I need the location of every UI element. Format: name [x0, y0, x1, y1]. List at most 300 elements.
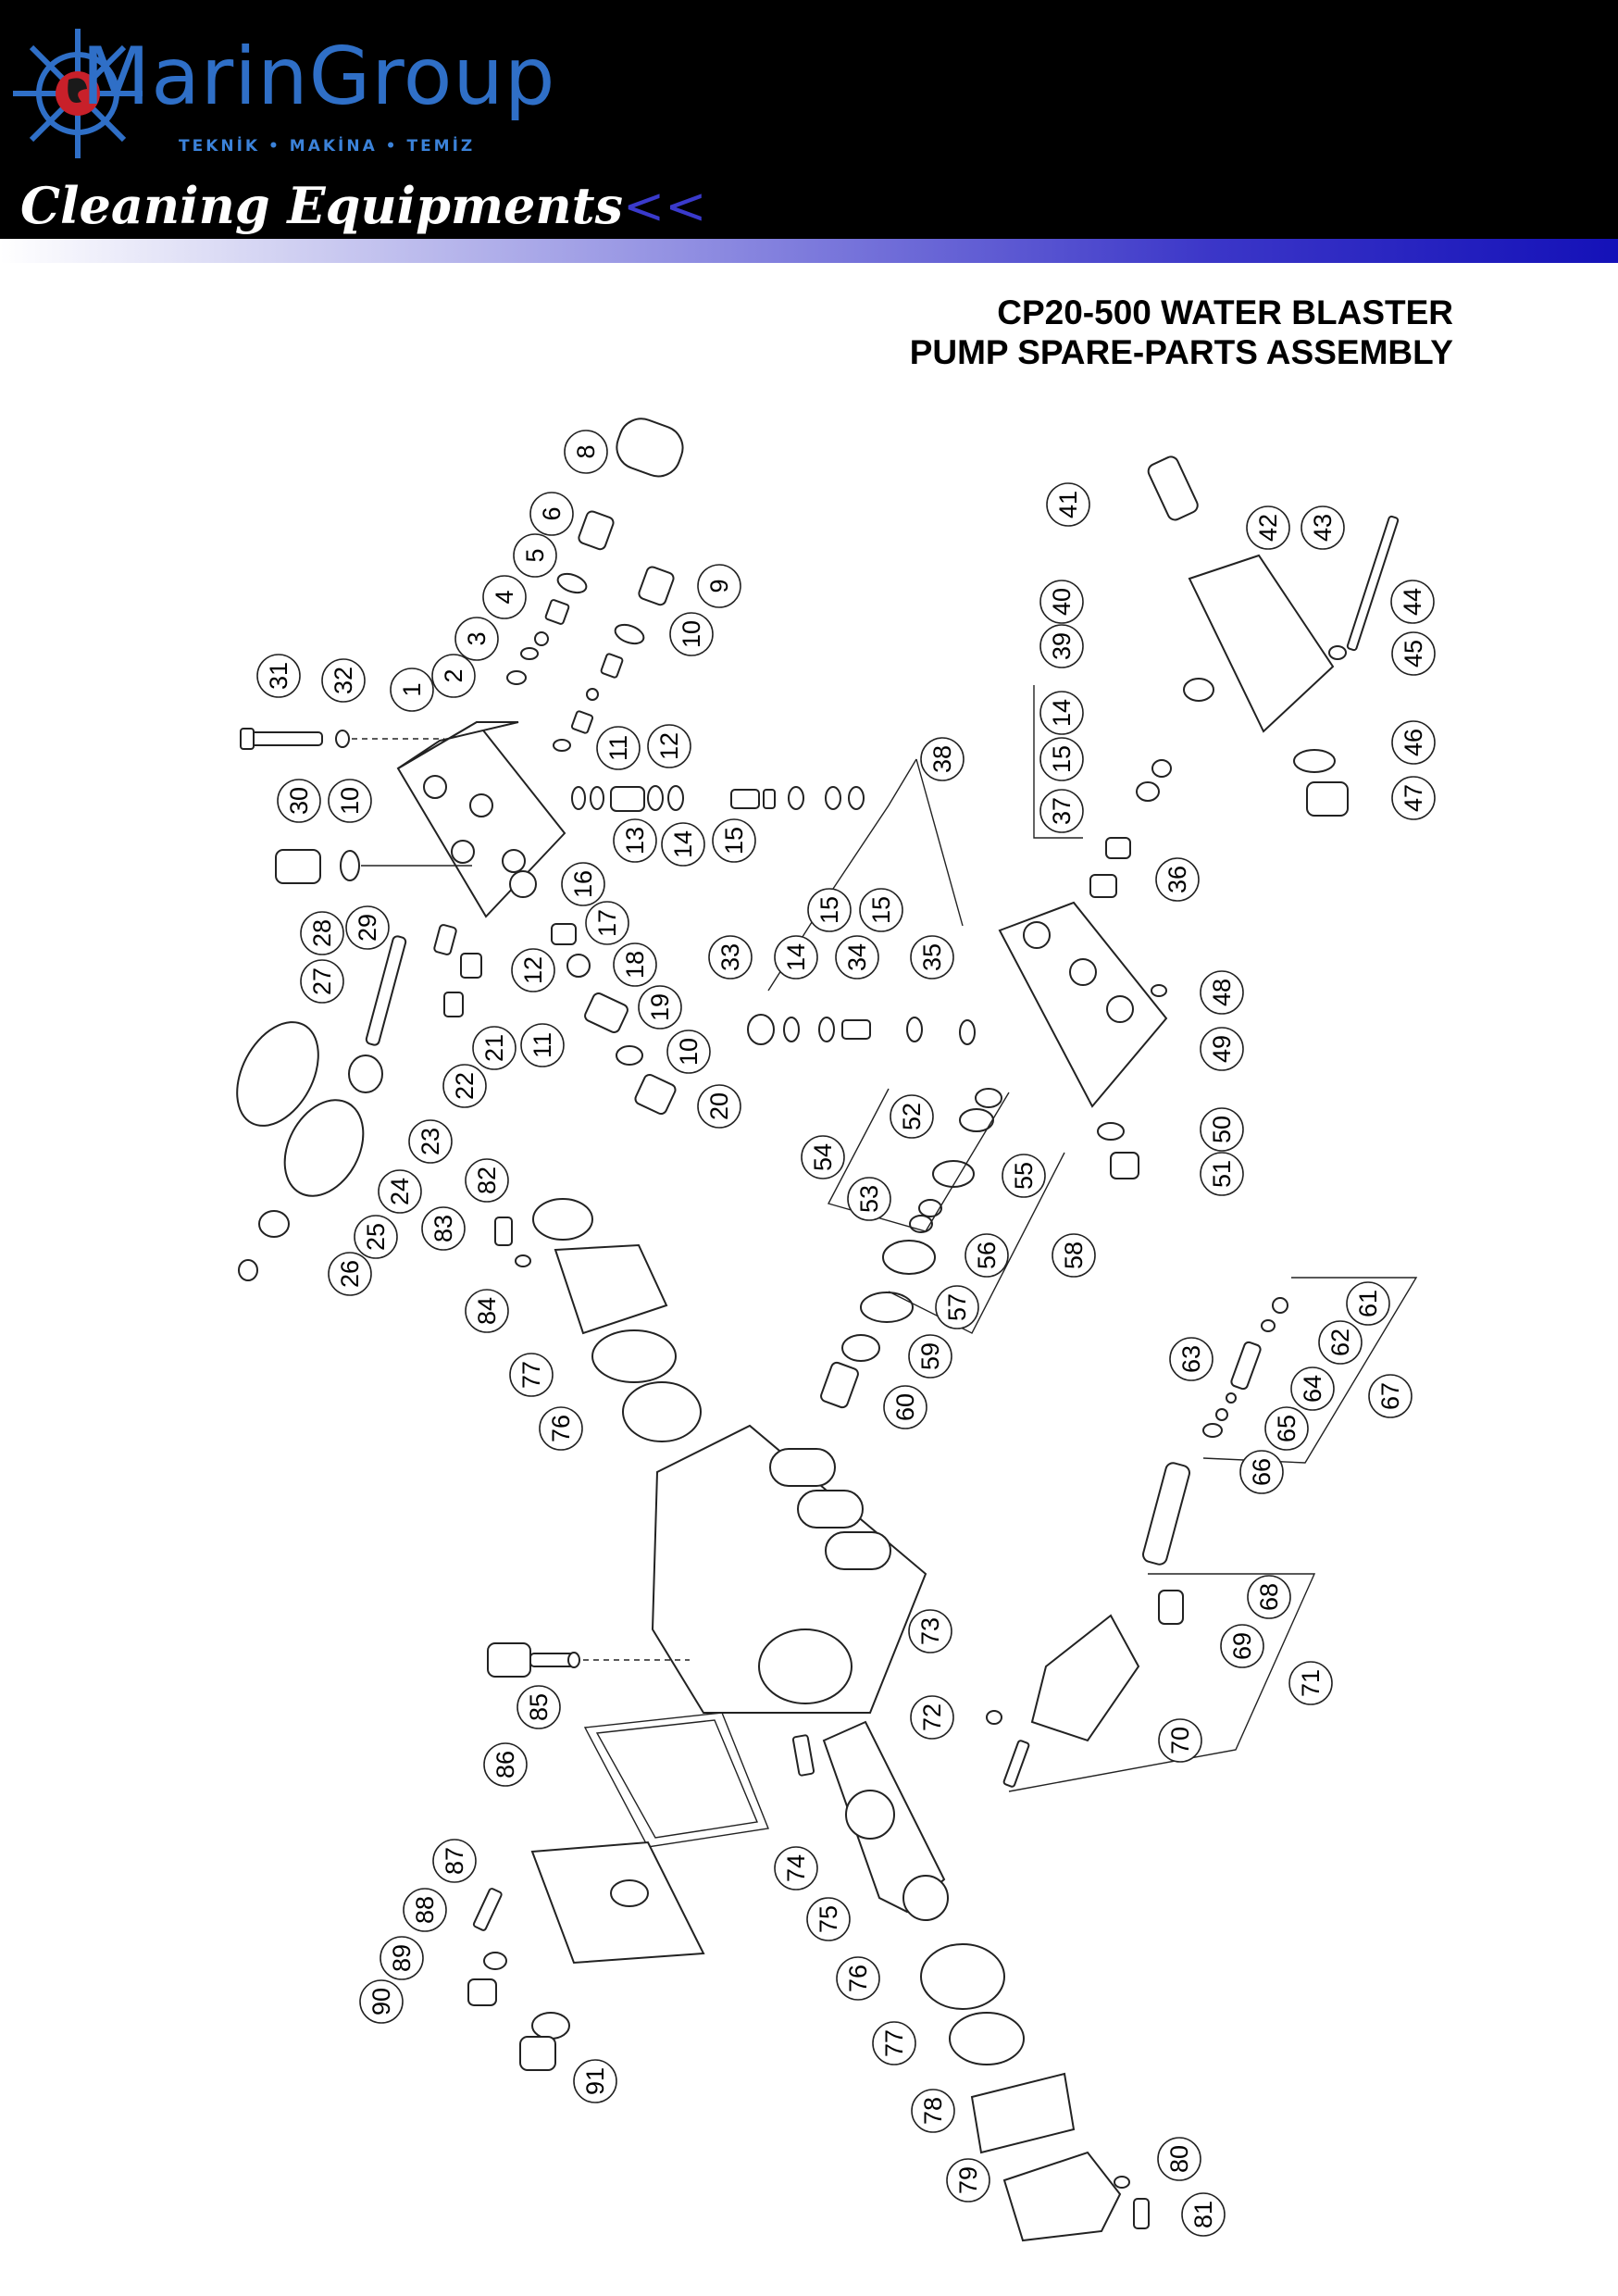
- bearing-cover-part-79: [1004, 2152, 1120, 2240]
- ball-part: [587, 689, 598, 700]
- callout-number: 33: [716, 942, 744, 972]
- plug-part-90: [468, 1979, 496, 2005]
- callout-86: [484, 1743, 527, 1786]
- callout-69: [1221, 1625, 1263, 1667]
- callout-number: 68: [1255, 1582, 1283, 1612]
- callout-43: [1301, 506, 1344, 549]
- callout-number: 45: [1400, 639, 1427, 668]
- callout-15: [713, 819, 755, 862]
- callout-number: 2: [440, 668, 467, 683]
- callout-25: [355, 1216, 397, 1258]
- plug-part-6: [578, 510, 616, 551]
- callout-12: [512, 949, 554, 992]
- callout-89: [380, 1937, 423, 1979]
- part-61: [1273, 1298, 1288, 1313]
- callout-23: [409, 1120, 452, 1163]
- bearing-bore: [759, 1629, 852, 1703]
- callout-59: [909, 1335, 952, 1378]
- bolt-part-88: [473, 1888, 503, 1931]
- bearing-part-76: [623, 1382, 701, 1441]
- ring-part: [648, 786, 663, 810]
- seal-part-57: [861, 1292, 913, 1322]
- washer-part-25: [259, 1211, 289, 1237]
- callout-number: 24: [386, 1177, 414, 1206]
- ring-part: [1152, 760, 1171, 777]
- bolt-part-71: [1003, 1740, 1029, 1787]
- callout-70: [1159, 1719, 1201, 1762]
- callout-52: [890, 1095, 933, 1138]
- block-port: [1070, 959, 1096, 985]
- head-port: [470, 794, 492, 817]
- chevrons-icon: <<: [622, 177, 707, 235]
- callout-42: [1247, 506, 1289, 549]
- callout-6: [530, 493, 573, 535]
- callout-number: 31: [265, 661, 292, 691]
- callout-number: 76: [844, 1964, 872, 1993]
- callout-73: [909, 1610, 952, 1653]
- callout-65: [1265, 1407, 1308, 1450]
- callout-number: 75: [815, 1904, 842, 1934]
- callout-82: [466, 1159, 508, 1202]
- callout-16: [562, 863, 604, 905]
- callout-number: 38: [928, 744, 956, 774]
- callout-2: [432, 655, 475, 697]
- block-port: [1107, 996, 1133, 1022]
- ring-part: [572, 787, 585, 809]
- callout-number: 23: [417, 1127, 444, 1156]
- callout-number: 25: [362, 1222, 390, 1252]
- spring-part: [571, 711, 593, 734]
- seal-part-55: [933, 1161, 974, 1187]
- conrod-part-68: [1141, 1462, 1191, 1566]
- pin-part-63: [1230, 1341, 1262, 1390]
- head-port: [452, 841, 474, 863]
- callout-14: [775, 936, 817, 979]
- callout-26: [329, 1253, 371, 1295]
- callout-number: 40: [1048, 587, 1076, 617]
- callout-number: 74: [782, 1853, 810, 1883]
- nut-part-72: [987, 1711, 1002, 1724]
- callout-number: 21: [480, 1033, 508, 1063]
- callout-64: [1291, 1367, 1334, 1410]
- callout-number: 80: [1165, 2144, 1193, 2174]
- washer-part-80: [1114, 2177, 1129, 2188]
- callout-90: [360, 1980, 403, 2023]
- oring-part-77: [592, 1330, 676, 1382]
- callout-27: [301, 960, 343, 1003]
- callout-88: [404, 1889, 446, 1931]
- callout-76: [837, 1957, 879, 2000]
- callout-44: [1391, 580, 1434, 623]
- spring-part: [601, 654, 623, 679]
- callout-14: [662, 823, 704, 866]
- ring-part: [826, 787, 840, 809]
- callout-11: [597, 727, 640, 769]
- callout-number: 19: [646, 992, 674, 1022]
- callout-77: [873, 2022, 915, 2065]
- callout-76: [540, 1407, 582, 1450]
- part-65: [1216, 1409, 1227, 1420]
- ring-part-15: [819, 1017, 834, 1042]
- crankshaft-end: [903, 1876, 948, 1920]
- plunger-part-28: [366, 935, 407, 1046]
- callout-number: 52: [898, 1102, 926, 1131]
- fitting-part-19: [583, 992, 629, 1034]
- valve-part-36: [1090, 875, 1116, 897]
- callout-10: [667, 1030, 710, 1073]
- callout-number: 42: [1254, 513, 1282, 543]
- ring-part: [789, 787, 803, 809]
- fitting-part-30: [276, 850, 320, 883]
- ring-part-10c: [616, 1046, 642, 1065]
- callout-number: 82: [473, 1166, 501, 1195]
- bearing-part-76b: [921, 1944, 1004, 2009]
- sleeve-part-60: [819, 1361, 859, 1409]
- ring-part: [591, 787, 604, 809]
- callout-number: 32: [330, 666, 357, 695]
- ring-part-5: [555, 570, 589, 596]
- valve-cage-38: [764, 790, 775, 808]
- fitting-part-20: [634, 1073, 678, 1116]
- callout-61: [1347, 1282, 1389, 1325]
- ring-part-46: [1294, 750, 1335, 772]
- brand-name-part2: Group: [308, 31, 556, 123]
- retainer-part-23: [349, 1055, 382, 1092]
- callout-12: [648, 725, 691, 767]
- callout-number: 89: [388, 1943, 416, 1973]
- callout-15: [808, 889, 851, 931]
- callout-20: [698, 1085, 741, 1128]
- callout-number: 4: [491, 590, 518, 605]
- callout-number: 17: [593, 908, 621, 938]
- callout-56: [965, 1234, 1008, 1277]
- part-64: [1226, 1393, 1236, 1403]
- callout-19: [639, 986, 681, 1029]
- callout-49: [1201, 1028, 1243, 1070]
- callout-number: 16: [569, 869, 597, 899]
- callout-number: 27: [308, 967, 336, 996]
- callout-number: 48: [1208, 978, 1236, 1007]
- callout-number: 14: [669, 830, 697, 859]
- callout-40: [1040, 580, 1083, 623]
- bolt-part-83: [495, 1217, 512, 1245]
- callout-36: [1156, 858, 1199, 901]
- callout-10: [329, 780, 371, 822]
- callout-63: [1170, 1338, 1213, 1380]
- callout-number: 12: [519, 955, 547, 985]
- washer-part-32: [336, 730, 349, 747]
- callout-number: 1: [398, 682, 426, 697]
- crankshaft-throw: [846, 1791, 894, 1839]
- callout-number: 65: [1273, 1414, 1301, 1443]
- ring-part-18: [567, 955, 590, 977]
- callout-50: [1201, 1108, 1243, 1151]
- callout-14: [1040, 692, 1083, 734]
- brand-name-part1: Marin: [81, 31, 309, 123]
- callout-21: [473, 1027, 516, 1069]
- callout-number: 85: [525, 1692, 553, 1722]
- sight-glass-part-85: [488, 1643, 530, 1677]
- callout-number: 83: [429, 1214, 457, 1243]
- callout-number: 76: [547, 1414, 575, 1443]
- callout-54: [802, 1136, 844, 1179]
- callout-number: 67: [1376, 1381, 1404, 1411]
- gasket-part-78: [972, 2074, 1074, 2152]
- callout-number: 47: [1400, 783, 1427, 813]
- callout-number: 34: [843, 942, 871, 972]
- callout-55: [1002, 1154, 1045, 1197]
- plunger-tip-29: [433, 924, 456, 955]
- callout-number: 77: [517, 1360, 545, 1390]
- callout-number: 46: [1400, 728, 1427, 757]
- callout-39: [1040, 625, 1083, 668]
- callout-number: 29: [354, 913, 381, 942]
- ball-part-3: [535, 632, 548, 645]
- section-title-text: Cleaning Equipments: [20, 176, 623, 235]
- callout-number: 6: [538, 506, 566, 521]
- callout-number: 10: [675, 1037, 703, 1067]
- seal-part-56: [883, 1241, 935, 1274]
- callout-number: 37: [1048, 796, 1076, 826]
- callout-number: 50: [1208, 1115, 1236, 1144]
- callout-number: 22: [451, 1071, 479, 1101]
- callout-38: [921, 738, 964, 780]
- callout-number: 78: [919, 2096, 947, 2126]
- callout-number: 62: [1326, 1328, 1354, 1357]
- seal-part-53: [919, 1200, 941, 1217]
- callout-66: [1240, 1451, 1283, 1493]
- callout-67: [1369, 1375, 1412, 1417]
- callout-62: [1319, 1321, 1362, 1364]
- callout-number: 57: [943, 1292, 971, 1322]
- ring-part-39: [1184, 679, 1214, 701]
- ring-part-14: [784, 1017, 799, 1042]
- valve-part-37: [1106, 838, 1130, 858]
- seal-part-52: [976, 1089, 1002, 1107]
- brand-tagline: TEKNİK • MAKİNA • TEMİZ: [179, 137, 476, 156]
- callout-13: [614, 819, 656, 862]
- callout-37: [1040, 790, 1083, 832]
- head-port: [424, 776, 446, 798]
- manifold-part-40: [1189, 555, 1333, 731]
- callout-number: 71: [1297, 1668, 1325, 1698]
- callout-4: [483, 576, 526, 618]
- callout-number: 77: [880, 2028, 908, 2058]
- callout-number: 56: [973, 1241, 1001, 1270]
- seat-part-2: [521, 648, 538, 659]
- callout-47: [1392, 777, 1435, 819]
- callout-18: [614, 943, 656, 986]
- callout-78: [912, 2090, 954, 2132]
- nut-part-26: [239, 1260, 257, 1280]
- callout-number: 30: [285, 786, 313, 816]
- callout-77: [510, 1354, 553, 1396]
- callout-91: [574, 2060, 616, 2103]
- bracket-38b: [916, 759, 963, 926]
- callout-24: [379, 1170, 421, 1213]
- callout-number: 28: [308, 918, 336, 948]
- callout-28: [301, 912, 343, 955]
- callout-15: [1040, 738, 1083, 780]
- washer-part-89: [484, 1953, 506, 1969]
- callout-number: 8: [572, 444, 600, 459]
- oring-part-2: [507, 671, 526, 684]
- oring-part-77b: [950, 2013, 1024, 2065]
- ring-part-48: [1151, 985, 1166, 996]
- callout-number: 13: [621, 826, 649, 855]
- bushing-part-69: [1159, 1591, 1183, 1624]
- callout-number: 81: [1189, 2200, 1217, 2229]
- ring-part-15b: [907, 1017, 922, 1042]
- callout-number: 73: [916, 1616, 944, 1646]
- callout-number: 10: [678, 619, 705, 649]
- bolt-part-81: [1134, 2199, 1149, 2228]
- cover-part-82: [533, 1199, 592, 1240]
- callout-17: [586, 902, 629, 944]
- callout-number: 14: [1048, 698, 1076, 728]
- ring-part-91: [532, 2013, 569, 2039]
- callout-number: 15: [720, 826, 748, 855]
- ring-part: [849, 787, 864, 809]
- ring-part-85: [568, 1653, 579, 1667]
- callout-32: [322, 659, 365, 702]
- callout-33: [709, 936, 752, 979]
- callout-number: 35: [918, 942, 946, 972]
- callout-number: 69: [1228, 1631, 1256, 1661]
- callout-81: [1182, 2193, 1225, 2236]
- ring-part: [668, 786, 683, 810]
- callout-8: [565, 430, 607, 473]
- callout-number: 60: [891, 1392, 919, 1422]
- callout-46: [1392, 721, 1435, 764]
- key-part-74: [792, 1735, 814, 1776]
- cap-part-8: [611, 413, 690, 483]
- callout-number: 90: [367, 1987, 395, 2016]
- callout-number: 86: [492, 1750, 519, 1779]
- callout-60: [884, 1386, 927, 1429]
- callout-number: 18: [621, 950, 649, 980]
- seal-part-59: [842, 1335, 879, 1361]
- callout-number: 11: [529, 1031, 556, 1059]
- callout-75: [807, 1898, 850, 1940]
- head-port: [510, 871, 536, 897]
- callout-number: 10: [336, 786, 364, 816]
- callout-29: [346, 906, 389, 949]
- ring-part-35: [960, 1020, 975, 1044]
- fitting-part-41: [1146, 455, 1200, 522]
- callout-number: 41: [1054, 490, 1082, 519]
- callout-number: 3: [463, 631, 491, 646]
- callout-31: [257, 655, 300, 697]
- callout-number: 64: [1299, 1374, 1326, 1404]
- plug-part-9: [638, 566, 676, 606]
- callout-11: [521, 1024, 564, 1067]
- callout-number: 11: [604, 734, 632, 762]
- callout-number: 91: [581, 2066, 609, 2096]
- ring-part-10: [613, 621, 646, 647]
- callout-number: 63: [1177, 1344, 1205, 1374]
- seal-part-21: [461, 954, 481, 978]
- flange-part-84: [555, 1245, 666, 1333]
- ring-part-83: [516, 1255, 530, 1267]
- callout-number: 39: [1048, 631, 1076, 661]
- callout-85: [517, 1686, 560, 1728]
- seal-part-22: [444, 992, 463, 1017]
- callout-45: [1392, 632, 1435, 675]
- head-port: [503, 850, 525, 872]
- callout-58: [1052, 1234, 1095, 1277]
- part-33: [748, 1015, 774, 1044]
- callout-number: 54: [809, 1142, 837, 1172]
- callout-48: [1201, 971, 1243, 1014]
- callout-number: 66: [1248, 1457, 1276, 1487]
- callout-number: 51: [1208, 1159, 1236, 1189]
- part-66: [1203, 1424, 1222, 1437]
- callout-number: 79: [954, 2165, 982, 2195]
- washer-part-45: [1329, 646, 1346, 659]
- cover-port: [611, 1880, 648, 1906]
- callout-number: 88: [411, 1895, 439, 1925]
- callout-87: [433, 1840, 476, 1882]
- title-line-1: CP20-500 WATER BLASTER: [997, 293, 1453, 331]
- callout-5: [514, 534, 556, 577]
- bolt-head-31: [241, 729, 254, 749]
- callout-number: 15: [867, 895, 895, 925]
- fitting-part-17: [552, 924, 576, 944]
- callout-10: [670, 613, 713, 655]
- ring-part-10b: [341, 851, 359, 880]
- cylinder-bore: [826, 1532, 890, 1569]
- callout-74: [775, 1847, 817, 1890]
- plug-part-91: [520, 2037, 555, 2070]
- valve-part-34: [842, 1020, 870, 1039]
- callout-9: [698, 565, 741, 607]
- callout-30: [278, 780, 320, 822]
- callout-number: 15: [815, 895, 843, 925]
- callout-number: 49: [1208, 1034, 1236, 1064]
- cylinder-bore: [770, 1449, 835, 1486]
- callout-number: 53: [855, 1184, 883, 1214]
- callout-79: [947, 2159, 989, 2202]
- callout-number: 43: [1309, 513, 1337, 543]
- callout-number: 72: [918, 1703, 946, 1732]
- valve-part-13: [611, 787, 644, 811]
- gasket-part-86: [585, 1713, 768, 1847]
- callout-number: 44: [1399, 587, 1426, 617]
- gasket-part-86-inner: [597, 1720, 757, 1838]
- callout-number: 55: [1010, 1161, 1038, 1191]
- ring-part-50: [1098, 1123, 1124, 1140]
- callout-number: 12: [655, 731, 683, 761]
- ring-part: [1137, 782, 1159, 801]
- plug-part-51: [1111, 1153, 1139, 1179]
- callout-number: 87: [441, 1846, 468, 1876]
- callout-41: [1047, 483, 1089, 526]
- callout-84: [466, 1290, 508, 1332]
- callout-number: 36: [1164, 865, 1191, 894]
- callout-83: [422, 1207, 465, 1250]
- cylinder-bore: [798, 1491, 863, 1528]
- callout-72: [911, 1696, 953, 1739]
- spring-part-4: [545, 599, 569, 625]
- title-line-2: PUMP SPARE-PARTS ASSEMBLY: [909, 333, 1453, 371]
- part-62: [1262, 1320, 1275, 1331]
- callout-number: 59: [916, 1341, 944, 1371]
- callout-34: [836, 936, 878, 979]
- callout-3: [455, 618, 498, 660]
- callout-1: [391, 668, 433, 711]
- bolt-part-31: [248, 732, 322, 745]
